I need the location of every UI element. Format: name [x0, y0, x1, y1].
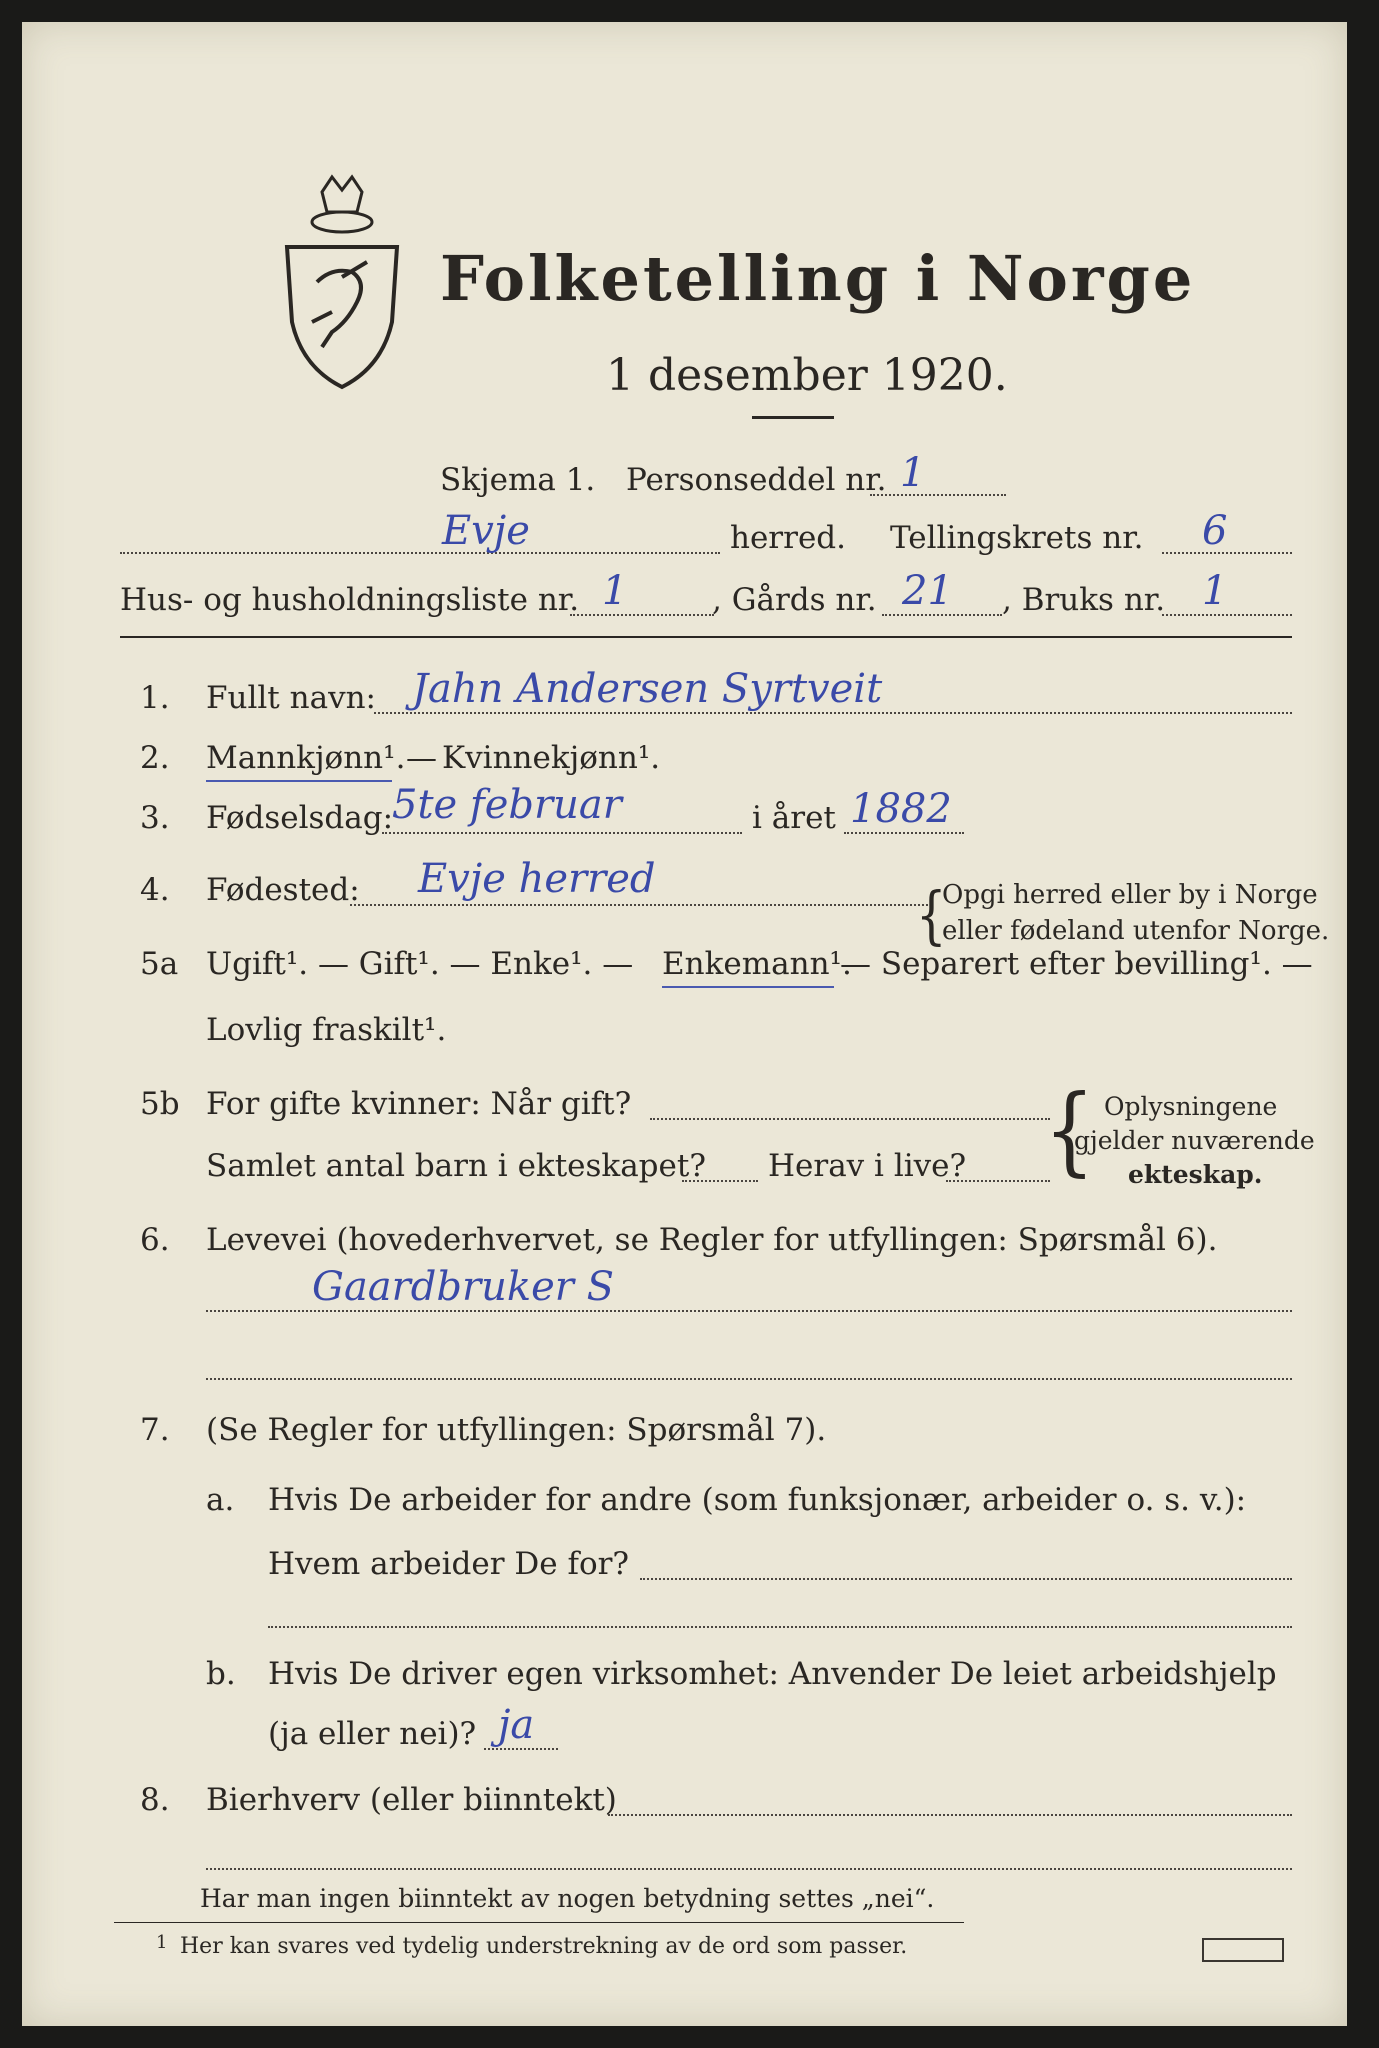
q7a-number: a.	[206, 1482, 235, 1518]
hus-value: 1	[602, 568, 628, 614]
q8-line-1	[608, 1814, 1292, 1816]
bruks-line	[1162, 614, 1292, 616]
q5a-enkemann-underline	[662, 986, 834, 988]
personseddel-line	[870, 494, 1006, 496]
q2-male: Mannkjønn¹.	[206, 740, 406, 776]
q7-label: (Se Regler for utfyllingen: Spørsmål 7).	[206, 1412, 827, 1448]
tellingskrets-value: 6	[1202, 508, 1228, 554]
q5b-children-line	[682, 1180, 758, 1182]
q7a-line1: Hvis De arbeider for andre (som funksjonær, arbeider o. s. v.):	[268, 1482, 1247, 1518]
q7-number: 7.	[140, 1412, 170, 1448]
q5a-enkemann: Enkemann¹.	[662, 946, 852, 982]
hus-label: Hus- og husholdningsliste nr.	[120, 582, 580, 618]
q7b-value: ja	[498, 1702, 535, 1748]
q6-line-2	[206, 1378, 1292, 1380]
census-form	[22, 22, 1347, 2026]
q5b-number: 5b	[140, 1086, 180, 1122]
q2-number: 2.	[140, 740, 170, 776]
q7b-number: b.	[206, 1656, 236, 1692]
q3-value: 5te februar	[392, 782, 622, 828]
hus-line	[570, 614, 714, 616]
bruks-value: 1	[1202, 568, 1228, 614]
q3-year-label: i året	[752, 800, 836, 836]
q4-value: Evje herred	[418, 856, 656, 902]
q5b-note-3: ekteskap.	[1128, 1160, 1263, 1189]
q3-line	[382, 832, 742, 834]
q5b-line2b: Herav i live?	[768, 1148, 967, 1184]
gards-value: 21	[902, 568, 953, 614]
q5b-line2a: Samlet antal barn i ekteskapet?	[206, 1148, 706, 1184]
q8-line-2	[206, 1868, 1292, 1870]
footer-note: Har man ingen biinntekt av nogen betydning settes „nei“.	[200, 1884, 935, 1913]
q4-brace: {	[916, 879, 947, 953]
q7b-line2: (ja eller nei)?	[268, 1716, 477, 1752]
q5a-number: 5a	[140, 946, 179, 982]
q3-label: Fødselsdag:	[206, 800, 394, 836]
personseddel-value: 1	[900, 450, 926, 496]
bruks-label: , Bruks nr.	[1002, 582, 1166, 618]
q5b-brace: {	[1044, 1074, 1095, 1187]
herred-value: Evje	[442, 508, 530, 554]
footnote-number: 1	[156, 1932, 168, 1953]
q4-label: Fødested:	[206, 872, 360, 908]
form-title: Folketelling i Norge	[440, 242, 1196, 315]
q3-year-value: 1882	[850, 786, 952, 832]
q1-label: Fullt navn:	[206, 680, 376, 716]
q7a-line-2	[268, 1626, 1292, 1628]
q6-line-1	[206, 1310, 1292, 1312]
q5b-note-2: gjelder nuværende	[1074, 1126, 1315, 1155]
q7b-answer-line	[484, 1748, 558, 1750]
q1-number: 1.	[140, 680, 170, 716]
q6-number: 6.	[140, 1222, 170, 1258]
q7a-line-1	[640, 1578, 1292, 1580]
q6-value: Gaardbruker S	[312, 1264, 615, 1310]
q5a-line1: Ugift¹. — Gift¹. — Enke¹. —	[206, 946, 634, 982]
tellingskrets-label: Tellingskrets nr.	[890, 520, 1144, 556]
q5a-line2: Lovlig fraskilt¹.	[206, 1012, 447, 1048]
q4-line	[350, 904, 928, 906]
herred-line	[120, 552, 720, 554]
q6-label: Levevei (hovederhvervet, se Regler for utfyllingen: Spørsmål 6).	[206, 1222, 1218, 1258]
title-divider	[752, 416, 834, 419]
q4-note-1: Opgi herred eller by i Norge	[942, 880, 1318, 910]
herred-label: herred.	[730, 520, 846, 556]
q5b-when-line	[650, 1118, 1050, 1120]
personseddel-label: Personseddel nr.	[626, 462, 887, 498]
footnote-divider	[114, 1922, 964, 1923]
q2-male-underline	[206, 780, 392, 782]
printer-stamp	[1202, 1938, 1284, 1962]
gards-label: , Gårds nr.	[712, 582, 877, 618]
q3-number: 3.	[140, 800, 170, 836]
q5b-alive-line	[946, 1180, 1050, 1182]
q1-line	[374, 712, 1292, 714]
footnote-text: Her kan svares ved tydelig understrekning av de ord som passer.	[180, 1934, 908, 1959]
q1-value: Jahn Andersen Syrtveit	[412, 666, 883, 712]
q8-label: Bierhverv (eller biinntekt)	[206, 1782, 617, 1818]
coat-of-arms-icon	[272, 172, 412, 392]
header-divider	[120, 636, 1292, 638]
q7b-line1: Hvis De driver egen virksomhet: Anvender De leiet arbeidshjelp	[268, 1656, 1277, 1692]
q2-female: Kvinnekjønn¹.	[442, 740, 661, 776]
q5b-line1: For gifte kvinner: Når gift?	[206, 1086, 632, 1122]
q5b-note-1: Oplysningene	[1104, 1092, 1278, 1121]
form-date: 1 desember 1920.	[606, 350, 1008, 401]
q3-year-line	[844, 832, 964, 834]
skjema-label: Skjema 1.	[440, 462, 596, 498]
q4-number: 4.	[140, 872, 170, 908]
q2-separator: —	[406, 740, 437, 776]
q7a-line2: Hvem arbeider De for?	[268, 1546, 630, 1582]
q8-number: 8.	[140, 1782, 170, 1818]
gards-line	[882, 614, 1002, 616]
q4-note-2: eller fødeland utenfor Norge.	[942, 916, 1330, 946]
q5a-line1b: — Separert efter bevilling¹. —	[840, 946, 1313, 982]
